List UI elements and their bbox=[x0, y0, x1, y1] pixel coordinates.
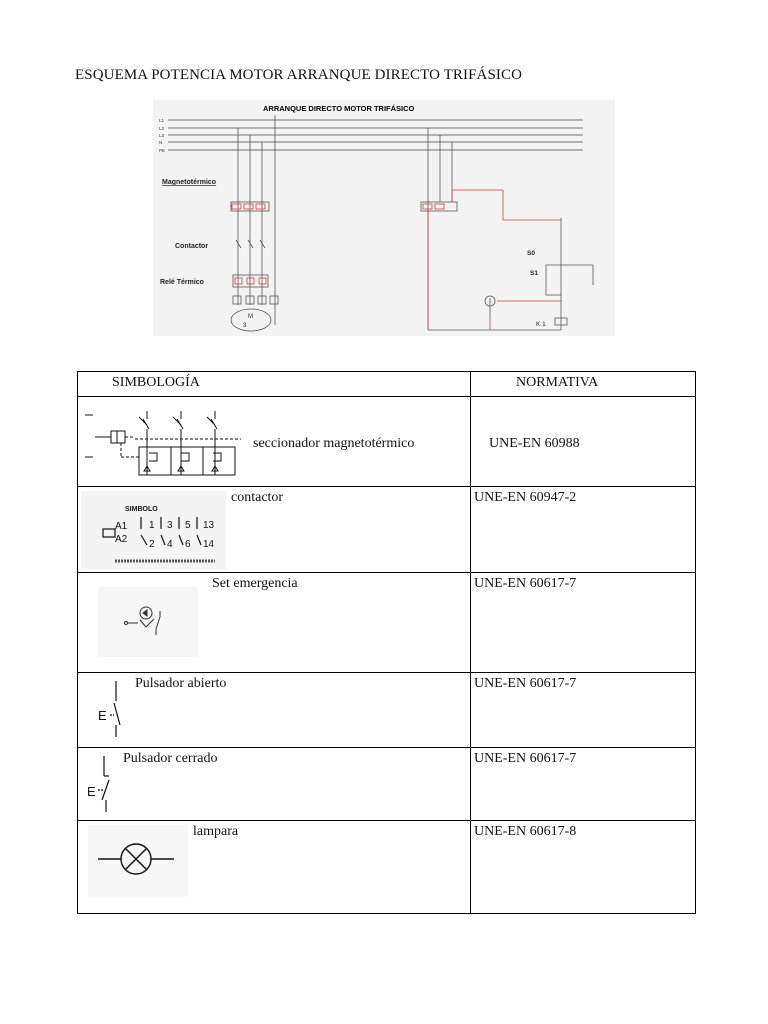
magnetotermico-label: Magnetotérmico bbox=[162, 179, 217, 186]
table-header-row bbox=[78, 372, 696, 397]
s1-label: S1 bbox=[530, 270, 538, 277]
symbol-label: contactor bbox=[231, 490, 284, 505]
symbol-cell bbox=[78, 573, 471, 673]
bus-lines bbox=[168, 120, 583, 150]
symbol-label: Pulsador abierto bbox=[135, 676, 227, 691]
contactor-label: Contactor bbox=[175, 243, 209, 250]
bus-labels bbox=[159, 118, 165, 153]
symbol-label: Set emergencia bbox=[212, 576, 298, 591]
power-circuit bbox=[231, 115, 278, 331]
svg-text:14: 14 bbox=[203, 539, 215, 550]
svg-text:L1: L1 bbox=[159, 118, 165, 123]
circuit-diagram bbox=[153, 100, 615, 336]
power-labels bbox=[160, 179, 216, 286]
norm-cell: UNE-EN 60617-7 bbox=[471, 748, 696, 821]
push-button-glyph: E bbox=[87, 784, 96, 799]
svg-text:6: 6 bbox=[185, 539, 191, 550]
norm-cell: UNE-EN 60988 bbox=[471, 397, 696, 487]
table-row bbox=[78, 573, 696, 673]
svg-text:N: N bbox=[159, 140, 163, 145]
table-row bbox=[78, 821, 696, 914]
power-circuit-red bbox=[230, 204, 266, 284]
svg-text:5: 5 bbox=[185, 520, 191, 531]
svg-text:PE: PE bbox=[159, 148, 166, 153]
symbol-cell bbox=[78, 748, 471, 821]
svg-text:A2: A2 bbox=[115, 534, 128, 545]
magnetothermic-symbol bbox=[81, 405, 246, 483]
svg-text:M: M bbox=[248, 314, 253, 320]
table-row bbox=[78, 397, 696, 487]
svg-text:3: 3 bbox=[243, 323, 247, 329]
symbol-label: Pulsador cerrado bbox=[123, 751, 218, 766]
header-cell-simbologia: SIMBOLOGÍA bbox=[78, 372, 471, 397]
contactor-symbol-image bbox=[81, 491, 226, 569]
symbol-cell bbox=[78, 673, 471, 748]
push-button-open-symbol bbox=[92, 677, 132, 741]
table-row bbox=[78, 673, 696, 748]
svg-text:L3: L3 bbox=[159, 133, 165, 138]
lamp-symbol bbox=[88, 825, 188, 897]
push-button-glyph: E bbox=[98, 708, 107, 723]
push-button-closed-symbol bbox=[84, 750, 124, 816]
s0-label: S0 bbox=[527, 250, 535, 257]
norm-cell: UNE-EN 60617-7 bbox=[471, 673, 696, 748]
norm-cell: UNE-EN 60617-8 bbox=[471, 821, 696, 914]
diagram-heading: ARRANQUE DIRECTO MOTOR TRIFÁSICO bbox=[263, 104, 415, 113]
symbol-cell bbox=[78, 487, 471, 573]
circuit-diagram-svg bbox=[153, 100, 615, 336]
symbol-label: seccionador magnetotérmico bbox=[253, 436, 415, 451]
control-circuit bbox=[421, 128, 593, 330]
norm-cell: UNE-EN 60617-7 bbox=[471, 573, 696, 673]
svg-text:A1: A1 bbox=[115, 521, 128, 532]
svg-text:2: 2 bbox=[149, 539, 155, 550]
svg-text:4: 4 bbox=[167, 539, 173, 550]
symbol-table bbox=[77, 371, 696, 914]
svg-text:1: 1 bbox=[149, 520, 155, 531]
symbol-cell bbox=[78, 397, 471, 487]
km-label: K 1 bbox=[536, 321, 546, 328]
contactor-caption: SIMBOLO bbox=[125, 506, 158, 513]
svg-text:13: 13 bbox=[203, 520, 215, 531]
page-title: ESQUEMA POTENCIA MOTOR ARRANQUE DIRECTO TRIFÁSICO bbox=[75, 67, 523, 83]
norm-cell: UNE-EN 60947-2 bbox=[471, 487, 696, 573]
header-cell-normativa: NORMATIVA bbox=[471, 372, 696, 397]
motor-labels bbox=[243, 314, 253, 329]
rele-termico-label: Relé Térmico bbox=[160, 279, 204, 286]
control-labels bbox=[527, 250, 546, 328]
emergency-stop-symbol bbox=[98, 587, 198, 657]
table-row bbox=[78, 487, 696, 573]
svg-text:L2: L2 bbox=[159, 126, 165, 131]
svg-text:3: 3 bbox=[167, 520, 173, 531]
symbol-label: lampara bbox=[193, 824, 239, 839]
symbol-cell bbox=[78, 821, 471, 914]
table-row bbox=[78, 748, 696, 821]
